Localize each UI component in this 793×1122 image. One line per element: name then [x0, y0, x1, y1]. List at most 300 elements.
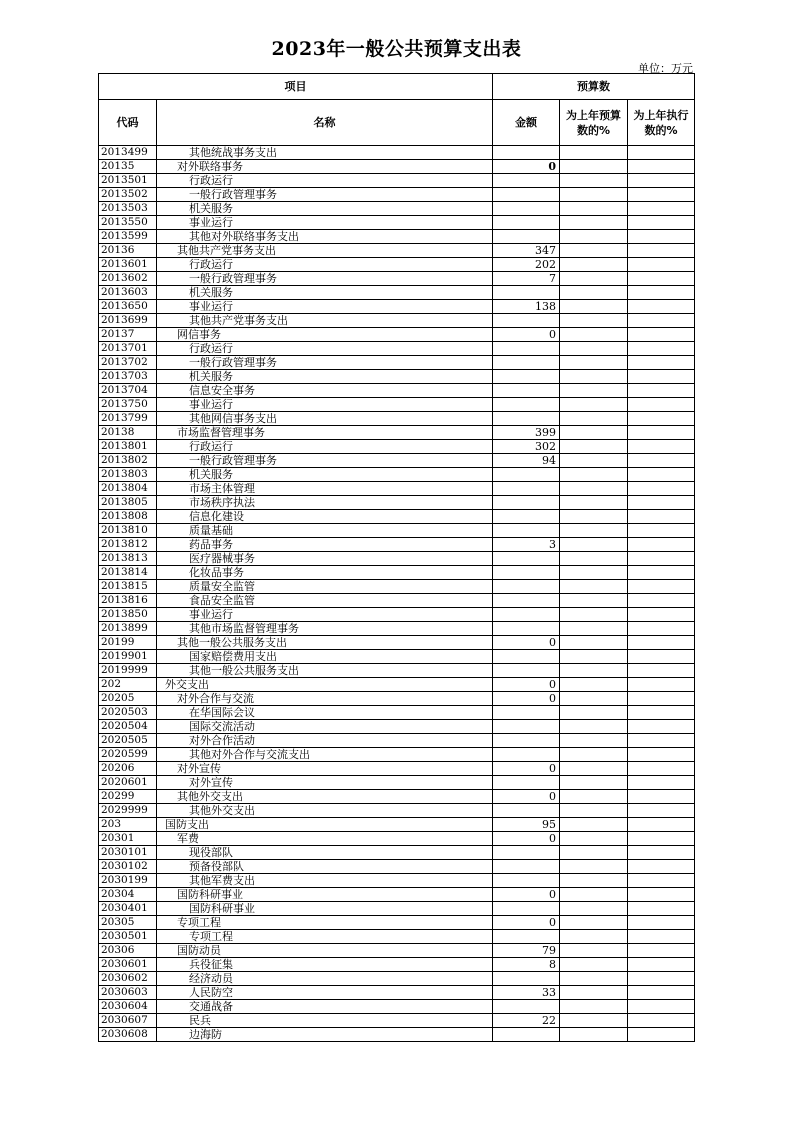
row-amount	[493, 1000, 560, 1014]
row-pct-prev-budget	[560, 958, 628, 972]
row-pct-prev-budget	[560, 258, 628, 272]
row-pct-prev-budget	[560, 468, 628, 482]
row-code: 2013503	[99, 202, 157, 216]
row-name: 一般行政管理事务	[157, 454, 493, 468]
table-row	[99, 678, 695, 692]
row-pct-prev-exec	[628, 482, 695, 496]
table-row	[99, 328, 695, 342]
row-pct-prev-exec	[628, 1028, 695, 1042]
row-pct-prev-budget	[560, 286, 628, 300]
row-name: 事业运行	[157, 608, 493, 622]
row-pct-prev-exec	[628, 524, 695, 538]
table-row	[99, 636, 695, 650]
row-name: 质量安全监管	[157, 580, 493, 594]
row-pct-prev-exec	[628, 636, 695, 650]
row-code: 2013650	[99, 300, 157, 314]
table-row	[99, 818, 695, 832]
row-pct-prev-exec	[628, 174, 695, 188]
row-name: 专项工程	[157, 916, 493, 930]
row-name: 边海防	[157, 1028, 493, 1042]
row-amount	[493, 1028, 560, 1042]
table-row	[99, 986, 695, 1000]
table-row	[99, 272, 695, 286]
row-name: 机关服务	[157, 202, 493, 216]
row-name: 市场主体管理	[157, 482, 493, 496]
row-pct-prev-budget	[560, 398, 628, 412]
row-amount	[493, 874, 560, 888]
row-amount	[493, 804, 560, 818]
table-row	[99, 706, 695, 720]
row-pct-prev-budget	[560, 594, 628, 608]
row-name: 行政运行	[157, 342, 493, 356]
row-name: 其他共产党事务支出	[157, 314, 493, 328]
row-pct-prev-exec	[628, 286, 695, 300]
row-pct-prev-budget	[560, 706, 628, 720]
table-row	[99, 664, 695, 678]
table-row	[99, 244, 695, 258]
table-row	[99, 888, 695, 902]
table-row	[99, 902, 695, 916]
row-amount	[493, 188, 560, 202]
row-pct-prev-budget	[560, 972, 628, 986]
row-pct-prev-exec	[628, 412, 695, 426]
row-pct-prev-budget	[560, 356, 628, 370]
row-amount: 0	[493, 328, 560, 342]
row-code: 20135	[99, 160, 157, 174]
table-row	[99, 944, 695, 958]
row-pct-prev-exec	[628, 370, 695, 384]
row-code: 2020503	[99, 706, 157, 720]
row-code: 2013701	[99, 342, 157, 356]
row-amount: 0	[493, 678, 560, 692]
row-pct-prev-budget	[560, 412, 628, 426]
row-pct-prev-budget	[560, 426, 628, 440]
table-row	[99, 790, 695, 804]
row-pct-prev-budget	[560, 440, 628, 454]
row-name: 其他军费支出	[157, 874, 493, 888]
row-amount: 8	[493, 958, 560, 972]
row-pct-prev-exec	[628, 874, 695, 888]
row-pct-prev-budget	[560, 790, 628, 804]
table-row	[99, 482, 695, 496]
row-code: 20199	[99, 636, 157, 650]
row-code: 2013603	[99, 286, 157, 300]
row-pct-prev-budget	[560, 1028, 628, 1042]
row-name: 化妆品事务	[157, 566, 493, 580]
row-code: 203	[99, 818, 157, 832]
row-name: 军费	[157, 832, 493, 846]
row-code: 2013899	[99, 622, 157, 636]
row-code: 20306	[99, 944, 157, 958]
row-code: 2030603	[99, 986, 157, 1000]
row-name: 国防科研事业	[157, 888, 493, 902]
row-code: 20138	[99, 426, 157, 440]
row-name: 对外合作活动	[157, 734, 493, 748]
row-amount	[493, 146, 560, 160]
row-amount: 302	[493, 440, 560, 454]
row-name: 其他一般公共服务支出	[157, 664, 493, 678]
row-pct-prev-exec	[628, 790, 695, 804]
row-pct-prev-budget	[560, 496, 628, 510]
row-amount	[493, 566, 560, 580]
row-name: 国防动员	[157, 944, 493, 958]
row-code: 2020504	[99, 720, 157, 734]
table-row	[99, 748, 695, 762]
row-amount	[493, 356, 560, 370]
row-code: 2030608	[99, 1028, 157, 1042]
row-pct-prev-exec	[628, 608, 695, 622]
table-row	[99, 958, 695, 972]
row-amount	[493, 664, 560, 678]
row-code: 2030199	[99, 874, 157, 888]
row-code: 20136	[99, 244, 157, 258]
row-pct-prev-exec	[628, 916, 695, 930]
row-pct-prev-budget	[560, 916, 628, 930]
row-name: 一般行政管理事务	[157, 272, 493, 286]
row-pct-prev-budget	[560, 930, 628, 944]
table-row	[99, 202, 695, 216]
row-pct-prev-exec	[628, 384, 695, 398]
row-name: 市场秩序执法	[157, 496, 493, 510]
row-pct-prev-budget	[560, 846, 628, 860]
page-title: 2023年一般公共预算支出表	[271, 38, 522, 60]
table-row	[99, 776, 695, 790]
table-row	[99, 188, 695, 202]
row-name: 民兵	[157, 1014, 493, 1028]
table-row	[99, 650, 695, 664]
row-name: 机关服务	[157, 370, 493, 384]
row-amount	[493, 314, 560, 328]
row-name: 其他对外联络事务支出	[157, 230, 493, 244]
row-pct-prev-budget	[560, 370, 628, 384]
row-pct-prev-exec	[628, 748, 695, 762]
row-pct-prev-budget	[560, 566, 628, 580]
row-name: 机关服务	[157, 286, 493, 300]
row-pct-prev-exec	[628, 888, 695, 902]
row-pct-prev-budget	[560, 454, 628, 468]
row-pct-prev-budget	[560, 650, 628, 664]
row-name: 其他对外合作与交流支出	[157, 748, 493, 762]
row-amount: 0	[493, 762, 560, 776]
row-pct-prev-budget	[560, 384, 628, 398]
row-amount	[493, 594, 560, 608]
row-pct-prev-exec	[628, 328, 695, 342]
row-code: 2019999	[99, 664, 157, 678]
row-code: 2013802	[99, 454, 157, 468]
row-pct-prev-budget	[560, 300, 628, 314]
row-name: 事业运行	[157, 216, 493, 230]
row-name: 国防支出	[157, 818, 493, 832]
row-name: 市场监督管理事务	[157, 426, 493, 440]
row-amount	[493, 230, 560, 244]
row-pct-prev-budget	[560, 748, 628, 762]
row-pct-prev-exec	[628, 944, 695, 958]
row-pct-prev-exec	[628, 678, 695, 692]
row-pct-prev-exec	[628, 818, 695, 832]
row-pct-prev-budget	[560, 482, 628, 496]
row-name: 兵役征集	[157, 958, 493, 972]
row-name: 事业运行	[157, 300, 493, 314]
row-code: 2013599	[99, 230, 157, 244]
row-code: 20301	[99, 832, 157, 846]
row-amount: 347	[493, 244, 560, 258]
table-row	[99, 384, 695, 398]
row-pct-prev-budget	[560, 636, 628, 650]
row-pct-prev-exec	[628, 776, 695, 790]
row-pct-prev-exec	[628, 314, 695, 328]
row-pct-prev-budget	[560, 762, 628, 776]
table-row	[99, 286, 695, 300]
row-code: 2013703	[99, 370, 157, 384]
row-amount	[493, 622, 560, 636]
row-code: 2013810	[99, 524, 157, 538]
row-code: 2013499	[99, 146, 157, 160]
row-amount	[493, 846, 560, 860]
row-name: 对外联络事务	[157, 160, 493, 174]
row-pct-prev-budget	[560, 776, 628, 790]
row-amount: 22	[493, 1014, 560, 1028]
row-pct-prev-budget	[560, 580, 628, 594]
row-code: 2029999	[99, 804, 157, 818]
row-pct-prev-exec	[628, 300, 695, 314]
table-row	[99, 440, 695, 454]
row-pct-prev-budget	[560, 244, 628, 258]
row-name: 食品安全监管	[157, 594, 493, 608]
row-code: 2013501	[99, 174, 157, 188]
row-amount	[493, 860, 560, 874]
row-code: 20305	[99, 916, 157, 930]
row-pct-prev-budget	[560, 944, 628, 958]
row-pct-prev-exec	[628, 692, 695, 706]
row-pct-prev-budget	[560, 202, 628, 216]
table-row	[99, 762, 695, 776]
row-code: 2013704	[99, 384, 157, 398]
row-name: 其他一般公共服务支出	[157, 636, 493, 650]
table-row	[99, 342, 695, 356]
row-amount: 0	[493, 888, 560, 902]
row-amount	[493, 468, 560, 482]
row-pct-prev-exec	[628, 496, 695, 510]
row-amount: 0	[493, 160, 560, 174]
row-pct-prev-budget	[560, 314, 628, 328]
row-code: 2013699	[99, 314, 157, 328]
row-pct-prev-budget	[560, 328, 628, 342]
table-row	[99, 370, 695, 384]
header-row-2	[99, 100, 695, 146]
table-row	[99, 608, 695, 622]
table-row	[99, 258, 695, 272]
row-amount	[493, 398, 560, 412]
table-row	[99, 552, 695, 566]
row-pct-prev-exec	[628, 594, 695, 608]
row-amount	[493, 216, 560, 230]
row-pct-prev-exec	[628, 538, 695, 552]
row-pct-prev-exec	[628, 860, 695, 874]
row-amount: 399	[493, 426, 560, 440]
row-code: 2013804	[99, 482, 157, 496]
table-row	[99, 972, 695, 986]
table-row	[99, 930, 695, 944]
row-name: 行政运行	[157, 440, 493, 454]
row-pct-prev-budget	[560, 678, 628, 692]
table-row	[99, 1000, 695, 1014]
row-amount: 33	[493, 986, 560, 1000]
row-name: 交通战备	[157, 1000, 493, 1014]
row-code: 20137	[99, 328, 157, 342]
row-amount	[493, 972, 560, 986]
table-row	[99, 216, 695, 230]
row-code: 20205	[99, 692, 157, 706]
row-pct-prev-exec	[628, 188, 695, 202]
row-pct-prev-exec	[628, 244, 695, 258]
row-pct-prev-budget	[560, 216, 628, 230]
row-code: 2013702	[99, 356, 157, 370]
row-pct-prev-budget	[560, 832, 628, 846]
row-pct-prev-budget	[560, 818, 628, 832]
row-name: 在华国际会议	[157, 706, 493, 720]
row-amount: 3	[493, 538, 560, 552]
row-amount	[493, 286, 560, 300]
row-name: 信息安全事务	[157, 384, 493, 398]
row-pct-prev-budget	[560, 1014, 628, 1028]
row-pct-prev-exec	[628, 664, 695, 678]
table-row	[99, 496, 695, 510]
table-row	[99, 454, 695, 468]
row-amount	[493, 776, 560, 790]
row-name: 一般行政管理事务	[157, 188, 493, 202]
row-pct-prev-exec	[628, 202, 695, 216]
row-pct-prev-budget	[560, 538, 628, 552]
row-name: 医疗器械事务	[157, 552, 493, 566]
row-pct-prev-budget	[560, 734, 628, 748]
row-code: 2013815	[99, 580, 157, 594]
row-pct-prev-exec	[628, 510, 695, 524]
row-pct-prev-budget	[560, 272, 628, 286]
row-code: 20206	[99, 762, 157, 776]
table-row	[99, 1014, 695, 1028]
header-code: 代码	[99, 100, 157, 146]
row-code: 2013550	[99, 216, 157, 230]
row-name: 其他统战事务支出	[157, 146, 493, 160]
row-pct-prev-budget	[560, 902, 628, 916]
table-row	[99, 580, 695, 594]
row-pct-prev-exec	[628, 426, 695, 440]
table-row	[99, 720, 695, 734]
row-name: 对外宣传	[157, 776, 493, 790]
row-code: 2013799	[99, 412, 157, 426]
row-pct-prev-exec	[628, 972, 695, 986]
row-pct-prev-exec	[628, 902, 695, 916]
row-pct-prev-budget	[560, 188, 628, 202]
row-pct-prev-exec	[628, 468, 695, 482]
row-amount: 0	[493, 832, 560, 846]
row-pct-prev-exec	[628, 272, 695, 286]
row-amount	[493, 706, 560, 720]
row-amount	[493, 174, 560, 188]
row-pct-prev-exec	[628, 650, 695, 664]
row-amount	[493, 930, 560, 944]
row-amount: 138	[493, 300, 560, 314]
row-name: 行政运行	[157, 174, 493, 188]
row-code: 2013601	[99, 258, 157, 272]
row-pct-prev-exec	[628, 706, 695, 720]
row-pct-prev-budget	[560, 510, 628, 524]
row-name: 其他网信事务支出	[157, 412, 493, 426]
table-row	[99, 146, 695, 160]
row-pct-prev-exec	[628, 258, 695, 272]
row-pct-prev-exec	[628, 832, 695, 846]
row-code: 2030401	[99, 902, 157, 916]
row-amount	[493, 748, 560, 762]
row-code: 2019901	[99, 650, 157, 664]
row-code: 2020505	[99, 734, 157, 748]
table-row	[99, 832, 695, 846]
row-pct-prev-budget	[560, 552, 628, 566]
row-name: 对外宣传	[157, 762, 493, 776]
table-row	[99, 1028, 695, 1042]
row-amount: 202	[493, 258, 560, 272]
row-amount	[493, 482, 560, 496]
row-code: 2020599	[99, 748, 157, 762]
row-pct-prev-exec	[628, 622, 695, 636]
row-name: 一般行政管理事务	[157, 356, 493, 370]
header-name: 名称	[157, 100, 493, 146]
row-pct-prev-budget	[560, 174, 628, 188]
row-amount	[493, 608, 560, 622]
row-name: 专项工程	[157, 930, 493, 944]
row-pct-prev-budget	[560, 692, 628, 706]
row-code: 2030102	[99, 860, 157, 874]
row-name: 国家赔偿费用支出	[157, 650, 493, 664]
row-amount	[493, 552, 560, 566]
row-code: 2013602	[99, 272, 157, 286]
row-pct-prev-exec	[628, 1014, 695, 1028]
table-row	[99, 734, 695, 748]
row-code: 202	[99, 678, 157, 692]
row-amount	[493, 510, 560, 524]
row-pct-prev-budget	[560, 874, 628, 888]
row-pct-prev-exec	[628, 804, 695, 818]
row-code: 2013805	[99, 496, 157, 510]
row-name: 预备役部队	[157, 860, 493, 874]
row-name: 信息化建设	[157, 510, 493, 524]
row-pct-prev-budget	[560, 160, 628, 174]
table-row	[99, 174, 695, 188]
row-code: 2030604	[99, 1000, 157, 1014]
row-name: 质量基础	[157, 524, 493, 538]
table-row	[99, 468, 695, 482]
table-row	[99, 594, 695, 608]
table-row	[99, 314, 695, 328]
row-amount	[493, 650, 560, 664]
row-pct-prev-exec	[628, 566, 695, 580]
row-name: 事业运行	[157, 398, 493, 412]
row-pct-prev-exec	[628, 580, 695, 594]
table-row	[99, 412, 695, 426]
row-code: 20299	[99, 790, 157, 804]
row-pct-prev-budget	[560, 342, 628, 356]
table-row	[99, 398, 695, 412]
row-name: 其他外交支出	[157, 804, 493, 818]
row-pct-prev-exec	[628, 552, 695, 566]
row-name: 其他共产党事务支出	[157, 244, 493, 258]
table-row	[99, 426, 695, 440]
row-pct-prev-budget	[560, 720, 628, 734]
row-pct-prev-exec	[628, 398, 695, 412]
row-pct-prev-exec	[628, 734, 695, 748]
table-row	[99, 538, 695, 552]
row-code: 2030602	[99, 972, 157, 986]
